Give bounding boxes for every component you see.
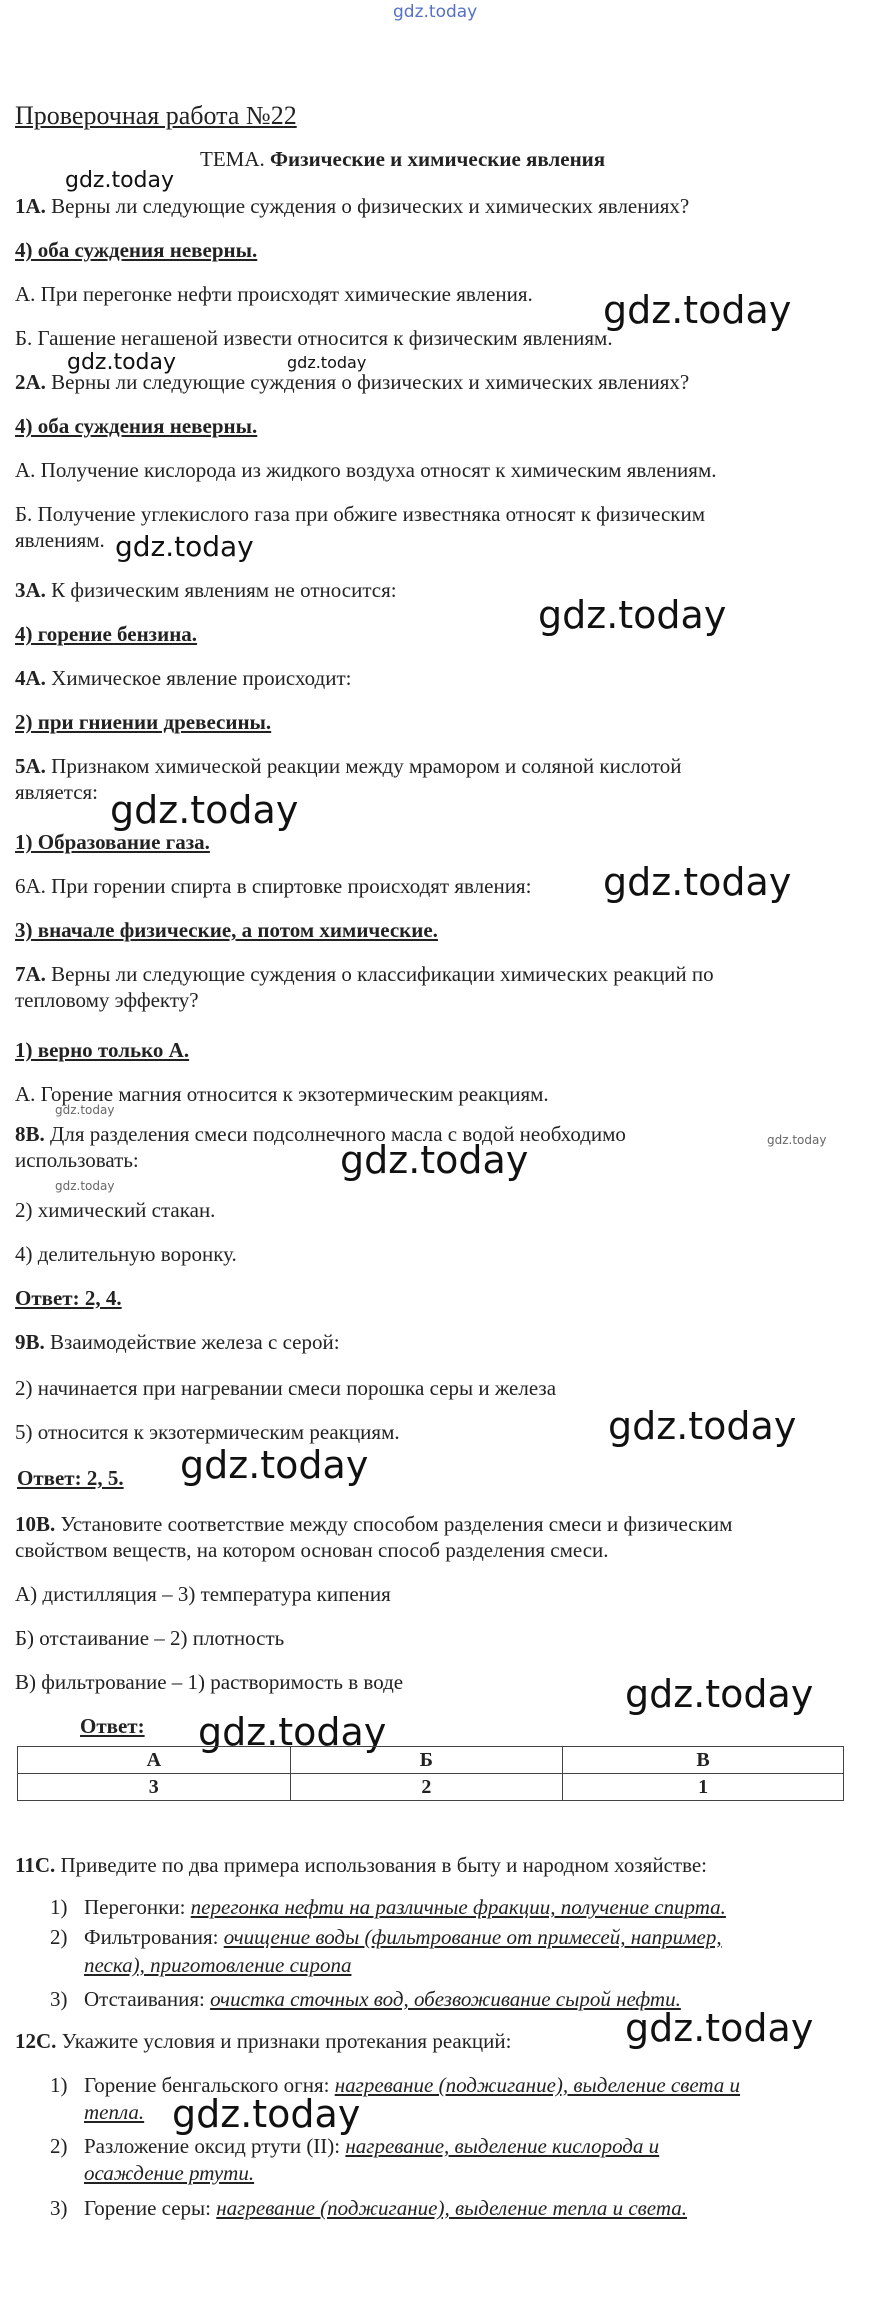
table-cell: 2 [290, 1774, 563, 1801]
question-number: 1А. [15, 194, 46, 218]
question-10 [15, 1511, 732, 1537]
watermark: gdz.today [625, 2006, 814, 2050]
table-row [18, 1774, 844, 1801]
table-header: В [563, 1747, 844, 1774]
statement-2b: Б. Получение углекислого газа при обжиге известняка относят к физическим [15, 502, 706, 526]
list-answer: очищение воды (фильтрование от примесей, например, [223, 1925, 722, 1949]
list-answer: очистка сточных вод, обезвоживание сырой нефти. [210, 1987, 681, 2011]
list-label: Разложение оксид ртути (II): [84, 2134, 341, 2158]
question-text: Укажите условия и признаки протекания реакций: [61, 2029, 512, 2053]
question-8 [15, 1121, 626, 1147]
question-10-cont: свойством веществ, на котором основан способ разделения смеси. [15, 1538, 609, 1562]
question-text: Взаимодействие железа с серой: [50, 1330, 340, 1354]
watermark: gdz.today [172, 2092, 361, 2136]
question-8-cont: использовать: [15, 1148, 139, 1172]
list-answer: перегонка нефти на различные фракции, получение спирта. [190, 1895, 726, 1919]
watermark: gdz.today [198, 1710, 387, 1754]
watermark: gdz.today [603, 288, 792, 332]
answer-table [17, 1746, 844, 1801]
question-1 [15, 193, 689, 219]
table-header: А [18, 1747, 291, 1774]
list-answer: нагревание (поджигание), выделение света и [334, 2073, 741, 2097]
page-title: Проверочная работа №22 [15, 101, 297, 130]
option-8-4: 4) делительную воронку. [15, 1242, 237, 1266]
question-number: 8В. [15, 1122, 45, 1146]
list-item [50, 1894, 726, 1920]
question-4 [15, 665, 352, 691]
watermark: gdz.today [65, 168, 175, 193]
question-12 [15, 2028, 511, 2054]
match-a: А) дистилляция – 3) температура кипения [15, 1582, 391, 1606]
question-text: Верны ли следующие суждения о физических и химических явлениях? [51, 194, 690, 218]
list-item [50, 1924, 722, 1950]
question-number: 2А. [15, 370, 46, 394]
list-label: Горение серы: [84, 2196, 212, 2220]
question-number: 12С. [15, 2029, 57, 2053]
list-label: Горение бенгальского огня: [84, 2073, 330, 2097]
question-text: К физическим явлениям не относится: [51, 578, 397, 602]
answer-10-label: Ответ: [80, 1714, 145, 1738]
question-text: Верны ли следующие суждения о классификации химических реакций по [51, 962, 714, 986]
question-11 [15, 1852, 707, 1878]
statement-7a: А. Горение магния относится к экзотермическим реакциям. [15, 1082, 549, 1106]
answer-4: 2) при гниении древесины. [15, 710, 272, 734]
answer-8: Ответ: 2, 4. [15, 1286, 122, 1310]
question-text: Установите соответствие между способом разделения смеси и физическим [60, 1512, 733, 1536]
list-label: Отстаивания: [84, 1987, 205, 2011]
question-5-cont: является: [15, 780, 99, 804]
answer-9: Ответ: 2, 5. [17, 1466, 124, 1490]
question-text: Приведите по два примера использования в быту и народном хозяйстве: [60, 1853, 708, 1877]
watermark: gdz.today [608, 1404, 797, 1448]
watermark: gdz.today [55, 1179, 115, 1193]
list-number: 1) [50, 1895, 68, 1919]
list-answer-cont: песка), приготовление сиропа [84, 1953, 352, 1977]
watermark: gdz.today [180, 1443, 369, 1487]
answer-2: 4) оба суждения неверны. [15, 414, 258, 438]
question-3 [15, 577, 397, 603]
answer-5: 1) Образование газа. [15, 830, 210, 854]
watermark: gdz.today [110, 788, 299, 832]
statement-1b: Б. Гашение негашеной извести относится к физическим явлениям. [15, 326, 613, 350]
question-text: Химическое явление происходит: [51, 666, 352, 690]
list-item [50, 2133, 659, 2159]
question-number: 3А. [15, 578, 46, 602]
watermark: gdz.today [340, 1138, 529, 1182]
option-9-5: 5) относится к экзотермическим реакциям. [15, 1420, 400, 1444]
table-cell: 1 [563, 1774, 844, 1801]
list-answer-cont: тепла. [84, 2100, 145, 2124]
match-b: Б) отстаивание – 2) плотность [15, 1626, 285, 1650]
question-5 [15, 753, 681, 779]
watermark: gdz.today [625, 1672, 814, 1716]
question-number: 11С. [15, 1853, 56, 1877]
question-number: 9В. [15, 1330, 45, 1354]
watermark: gdz.today [767, 1133, 827, 1147]
watermark: gdz.today [603, 860, 792, 904]
question-7-cont: тепловому эффекту? [15, 988, 199, 1012]
list-number: 3) [50, 2196, 68, 2220]
table-cell: 3 [18, 1774, 291, 1801]
question-number: 4А. [15, 666, 46, 690]
question-number: 10В. [15, 1512, 56, 1536]
statement-2b-cont: явлениям. [15, 528, 105, 552]
list-label: Перегонки: [84, 1895, 186, 1919]
table-row [18, 1747, 844, 1774]
option-9-2: 2) начинается при нагревании смеси порошка серы и железа [15, 1376, 557, 1400]
list-number: 2) [50, 1925, 68, 1949]
answer-7: 1) верно только А. [15, 1038, 190, 1062]
table-header: Б [290, 1747, 563, 1774]
list-number: 2) [50, 2134, 68, 2158]
question-text: Для разделения смеси подсолнечного масла с водой необходимо [50, 1122, 626, 1146]
answer-1: 4) оба суждения неверны. [15, 238, 258, 262]
list-answer: нагревание (поджигание), выделение тепла и света. [216, 2196, 688, 2220]
watermark: gdz.today [538, 593, 727, 637]
match-c: В) фильтрование – 1) растворимость в воде [15, 1670, 404, 1694]
statement-2a: А. Получение кислорода из жидкого воздуха относят к химическим явлениям. [15, 458, 717, 482]
watermark: gdz.today [287, 353, 367, 372]
topic-name: Физические и химические явления [270, 147, 606, 171]
question-2 [15, 369, 689, 395]
option-8-2: 2) химический стакан. [15, 1198, 216, 1222]
list-answer-cont: осаждение ртути. [84, 2161, 255, 2185]
list-number: 1) [50, 2073, 68, 2097]
watermark: gdz.today [115, 530, 254, 563]
question-6: 6А. При горении спирта в спиртовке происходят явления: [15, 874, 532, 898]
list-answer: нагревание, выделение кислорода и [345, 2134, 660, 2158]
list-label: Фильтрования: [84, 1925, 219, 1949]
topic-line [200, 146, 605, 172]
statement-1a: А. При перегонке нефти происходят химические явления. [15, 282, 533, 306]
question-7 [15, 961, 714, 987]
answer-6: 3) вначале физические, а потом химические. [15, 918, 438, 942]
list-item [50, 1986, 681, 2012]
question-number: 5А. [15, 754, 46, 778]
watermark: gdz.today [55, 1103, 115, 1117]
list-item [50, 2195, 687, 2221]
list-number: 3) [50, 1987, 68, 2011]
question-9 [15, 1329, 340, 1355]
answer-3: 4) горение бензина. [15, 622, 198, 646]
question-text: Признаком химической реакции между мрамором и соляной кислотой [51, 754, 682, 778]
list-item [50, 2072, 740, 2098]
topic-prefix: ТЕМА. [200, 147, 265, 171]
question-text: Верны ли следующие суждения о физических и химических явлениях? [51, 370, 690, 394]
watermark-top: gdz.today [393, 2, 478, 22]
watermark: gdz.today [67, 350, 177, 375]
question-number: 7А. [15, 962, 46, 986]
